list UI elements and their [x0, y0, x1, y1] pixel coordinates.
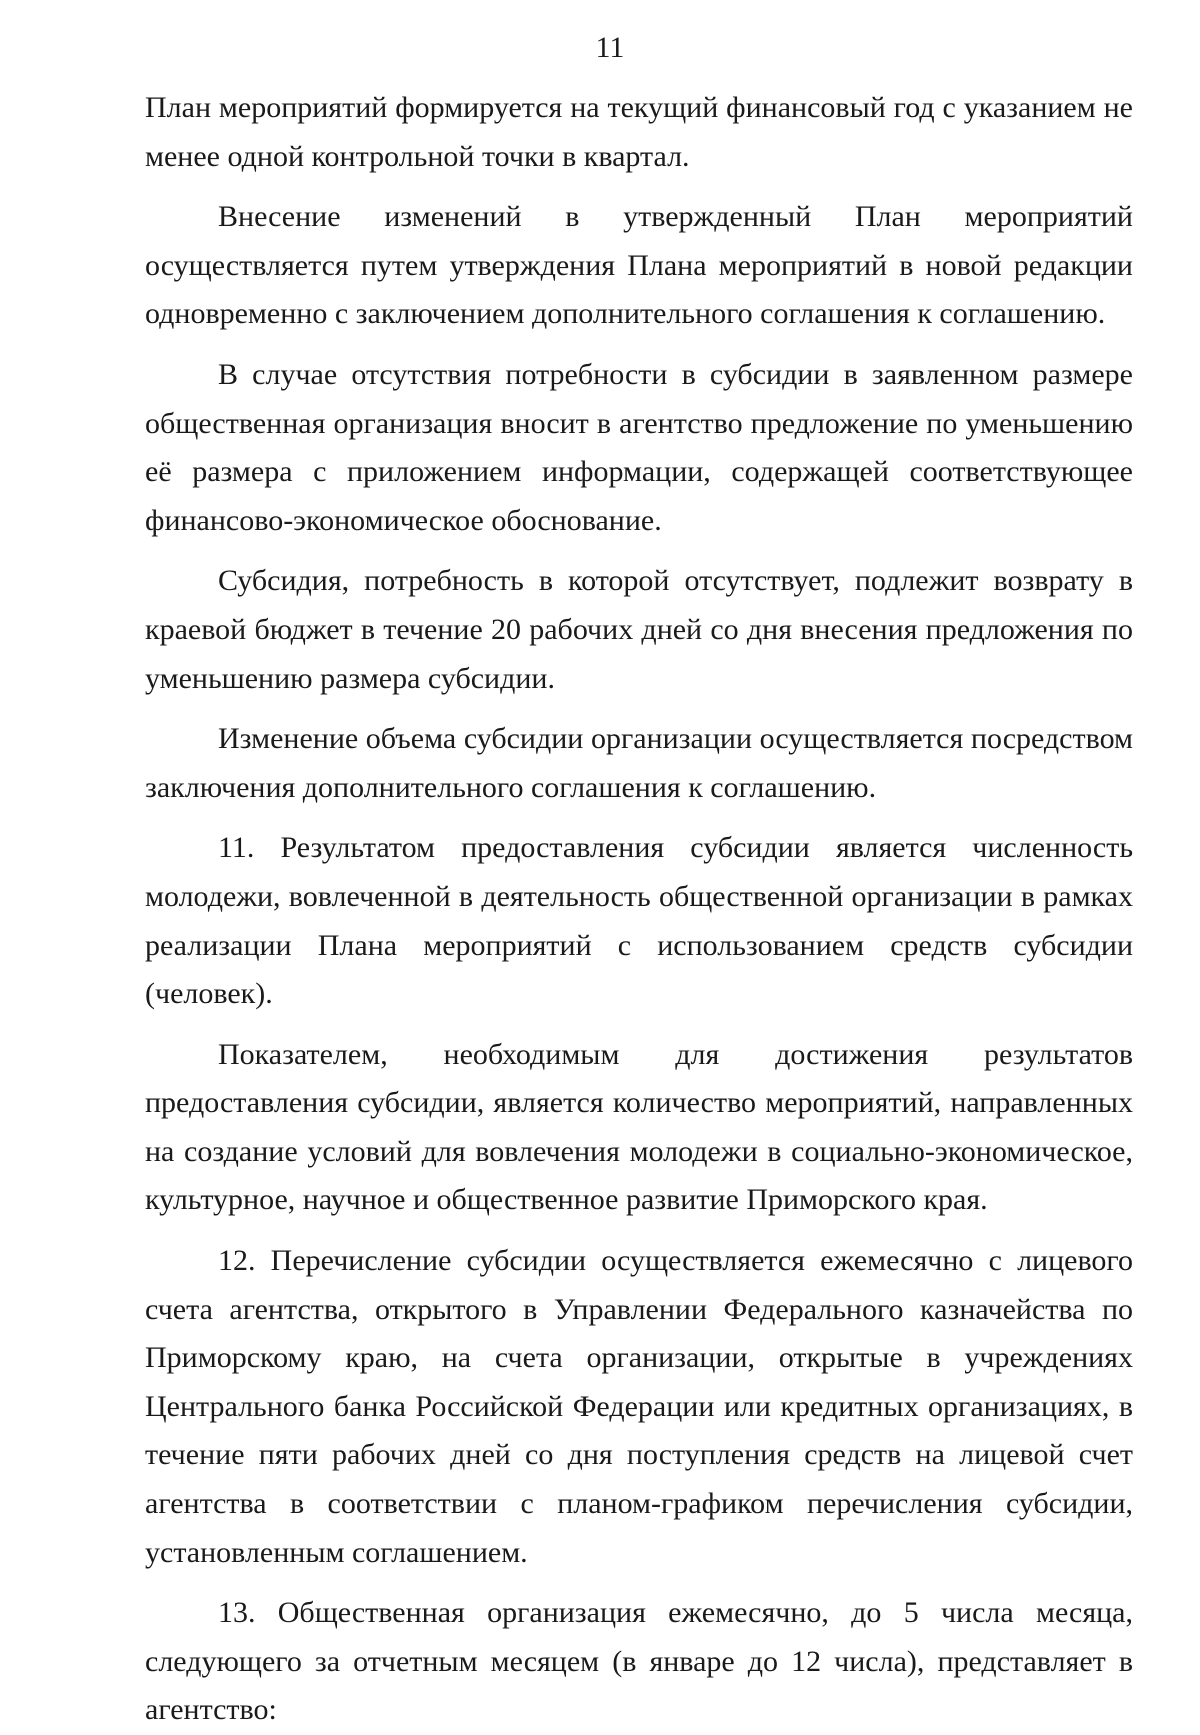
paragraph-clause-13: 13. Общественная организация ежемесячно, до 5 числа месяца, следующего за отчетным месяцем (в январе до 12 числа), представляет в агентство: [145, 1596, 1133, 1727]
paragraph-clause-12: 12. Перечисление субсидии осуществляется ежемесячно с лицевого счета агентства, открытого в Управлении Федерального казначейства по Приморскому краю, на счета организации, открытые в учреждениях Центрального банка Российской Федерации или кредитных организациях, в течение пяти рабочих дней со дня поступления средств на лицевой счет агентства в соответствии с планом-графиком перечисления субсидии, установленным соглашением. [145, 1244, 1133, 1569]
paragraph-plan-formation: План мероприятий формируется на текущий финансовый год с указанием не менее одной контрольной точки в квартал. [145, 91, 1133, 173]
document-body [145, 84, 1133, 1735]
paragraph-plan-changes: Внесение изменений в утвержденный План мероприятий осуществляется путем утверждения Плана мероприятий в новой редакции одновременно с заключением дополнительного соглашения к соглашению. [145, 200, 1133, 331]
paragraph-indicator: Показателем, необходимым для достижения результатов предоставления субсидии, является количество мероприятий, направленных на создание условий для вовлечения молодежи в социально-экономическое, культурное, научное и общественное развитие Приморского края. [145, 1037, 1133, 1217]
paragraph-no-need: В случае отсутствия потребности в субсидии в заявленном размере общественная организация вносит в агентство предложение по уменьшению её размера с приложением информации, содержащей соответствующее финансово-экономическое обоснование. [145, 357, 1133, 537]
paragraph-subsidy-return: Субсидия, потребность в которой отсутствует, подлежит возврату в краевой бюджет в течение 20 рабочих дней со дня внесения предложения по уменьшению размера субсидии. [145, 564, 1133, 695]
page-number: 11 [595, 31, 625, 64]
paragraph-clause-11: 11. Результатом предоставления субсидии является численность молодежи, вовлеченной в деятельность общественной организации в рамках реализации Плана мероприятий с использованием средств субсидии (человек). [145, 831, 1133, 1011]
paragraph-volume-change: Изменение объема субсидии организации осуществляется посредством заключения дополнительного соглашения к соглашению. [145, 722, 1133, 804]
